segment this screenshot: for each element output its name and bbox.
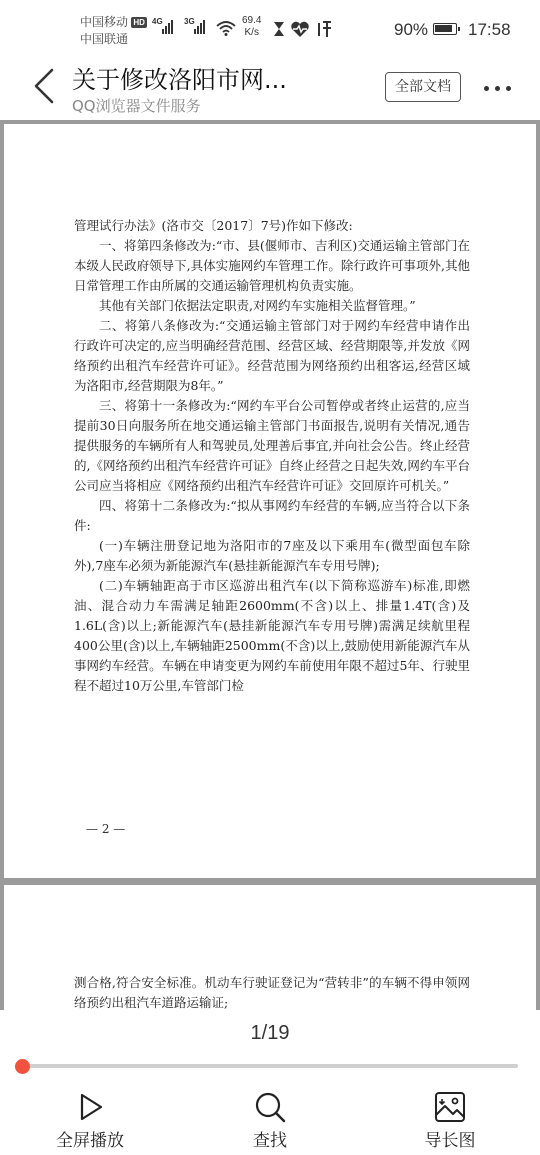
hearing-icon	[314, 19, 334, 39]
carrier-info	[80, 14, 147, 48]
title-bar	[0, 56, 540, 120]
battery-percent: 90%	[394, 20, 429, 39]
page-counter: 1/19	[250, 1022, 290, 1044]
long-image-icon	[433, 1090, 467, 1124]
document-title: 关于修改洛阳市网...	[72, 66, 287, 94]
export-long-image-button[interactable]	[390, 1090, 510, 1150]
search-button[interactable]	[210, 1090, 330, 1150]
paragraph: 四、将第十二条修改为:“拟从事网约车经营的车辆,应当符合以下条件:	[74, 498, 470, 533]
chevron-left-icon	[30, 66, 60, 106]
document-viewer[interactable]	[0, 120, 540, 1010]
paragraph: 三、将第十一条修改为:“网约车平台公司暂停或者终止运营的,应当提前30日向服务所在地交通运输主管部门书面报告,说明有关情况,通告提供服务的车辆所有人和驾驶员,处理善后事宜,并向社会公告。终止经营的,《网络预约出租汽车经营许可证》自终止经营之日起失效,网约车平台公司应当将相应《网络预约出租汽车经营许可证》交回原许可机关。”	[74, 398, 470, 493]
paragraph: 一、将第四条修改为:“市、县(偃师市、吉利区)交通运输主管部门在本级人民政府领导下,具体实施网约车管理工作。除行政许可事项外,其他日常管理工作由所属的交通运输管理机构负责实施。	[74, 238, 470, 293]
page-text	[74, 973, 470, 1010]
play-icon	[73, 1090, 107, 1124]
search-label: 查找	[253, 1131, 287, 1151]
heart-pulse-icon	[290, 21, 310, 38]
page-indicator	[0, 1010, 540, 1084]
carrier-2: 中国联通	[80, 32, 129, 46]
export-long-image-label: 导长图	[424, 1131, 476, 1151]
signal-3g-label: 3G	[184, 17, 195, 26]
more-dot-icon	[506, 86, 511, 91]
wifi-icon	[216, 20, 236, 36]
hd-badge: HD	[133, 18, 145, 27]
battery-icon	[433, 23, 457, 35]
document-page	[4, 124, 536, 878]
status-bar	[0, 0, 540, 56]
paragraph: 二、将第八条修改为:“交通运输主管部门对于网约车经营申请作出行政许可决定的,应当明确经营范围、经营区域、经营期限等,并发放《网络预约出租汽车经营许可证》。经营范围为网络预约出租客运,经营区域为洛阳市,经营期限为8年。”	[74, 318, 470, 393]
fullscreen-play-button[interactable]	[30, 1090, 150, 1150]
paragraph: 测合格,符合安全标准。机动车行驶证登记为“营转非”的车辆不得申领网络预约出租汽车道路运输证;	[74, 975, 470, 1010]
net-speed	[242, 15, 261, 39]
net-speed-unit: K/s	[244, 27, 259, 38]
document-source: QQ浏览器文件服务	[72, 97, 201, 115]
all-documents-button[interactable]: 全部文档	[385, 72, 461, 102]
paragraph: (二)车辆轴距高于市区巡游出租汽车(以下简称巡游车)标准,即燃油、混合动力车需满足轴距2600mm(不含)以上、排量1.4T(含)及1.6L(含)以上;新能源汽车(悬挂新能源汽车专用号牌)需满足续航里程400公里(含)以上,车辆轴距2500mm(不含)以上,鼓励使用新能源汽车从事网约车经营。车辆在申请变更为网约车前使用年限不超过5年、行驶里程不超过10万公里,车管部门检	[74, 578, 470, 693]
carrier-1: 中国移动	[80, 15, 129, 29]
clock: 17:58	[468, 20, 511, 39]
more-dot-icon	[495, 86, 500, 91]
signal-4g-label: 4G	[152, 17, 163, 26]
paragraph: (一)车辆注册登记地为洛阳市的7座及以下乘用车(微型面包车除外),7座车必须为新能源汽车(悬挂新能源汽车专用号牌);	[74, 538, 470, 573]
fullscreen-play-label: 全屏播放	[56, 1131, 124, 1151]
page-text	[74, 216, 470, 696]
search-icon	[253, 1090, 287, 1124]
net-speed-value: 69.4	[242, 15, 262, 26]
page-number: — 2 —	[86, 822, 126, 836]
paragraph: 其他有关部门依据法定职责,对网约车实施相关监督管理。”	[99, 298, 416, 313]
document-page	[4, 885, 536, 1010]
more-dot-icon	[484, 86, 489, 91]
hourglass-icon	[273, 21, 285, 37]
page-slider-track[interactable]	[22, 1064, 518, 1068]
page-slider-thumb[interactable]	[15, 1059, 30, 1074]
paragraph: 管理试行办法》(洛市交〔2017〕7号)作如下修改:	[74, 218, 353, 233]
more-options-button[interactable]	[478, 72, 518, 102]
bottom-toolbar	[0, 1084, 540, 1155]
back-button[interactable]	[30, 66, 60, 106]
